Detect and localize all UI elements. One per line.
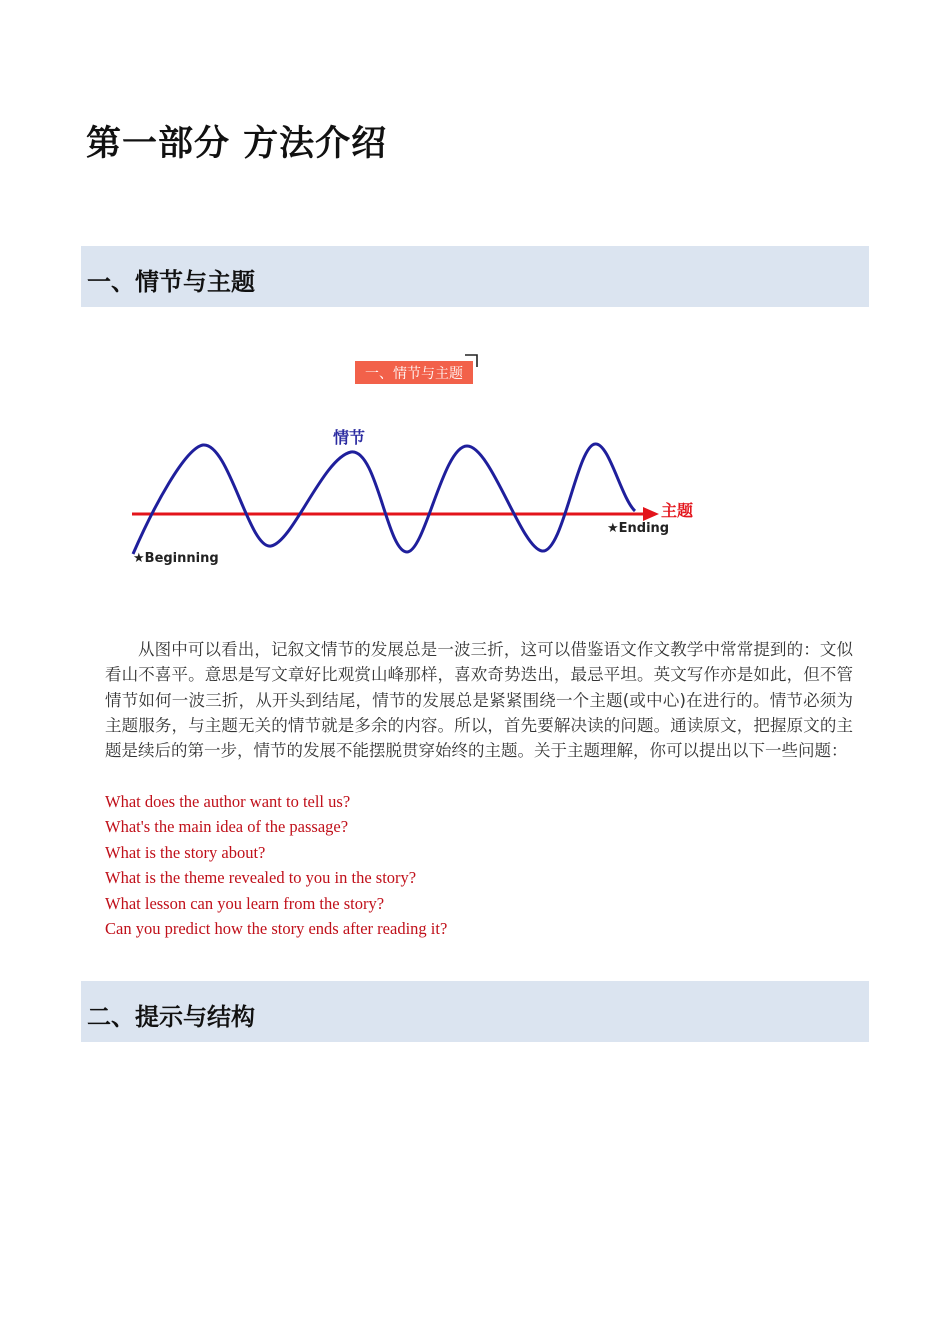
question-list (105, 789, 447, 941)
question-item: What's the main idea of the passage? (105, 817, 349, 837)
page-title: 第一部分 方法介绍 (86, 123, 388, 164)
body-paragraph-block (105, 637, 853, 763)
section-heading: 一、情节与主题 (87, 267, 255, 296)
section-heading: 二、提示与结构 (87, 1002, 255, 1031)
diagram-tag-label: 一、情节与主题 (365, 366, 463, 382)
section-header-hint-structure (81, 981, 869, 1042)
theme-arrow-head-icon (643, 507, 659, 521)
section-header-plot-theme (81, 246, 869, 307)
question-item: What is the theme revealed to you in the story? (105, 868, 417, 888)
theme-label: 主题 (661, 501, 694, 520)
body-paragraph: 从图中可以看出，记叙文情节的发展总是一波三折，这可以借鉴语文作文教学中常常提到的：文似看山不喜平。意思是写文章好比观赏山峰那样，喜欢奇势迭出，最忌平坦。英文写作亦是如此，但不管情节如何一波三折，从开头到结尾，情节的发展总是紧紧围绕一个主题(或中心)在进行的。情节必须为主题服务，与主题无关的情节就是多余的内容。所以，首先要解决读的问题。通读原文，把握原文的主题是续后的第一步，情节的发展不能摆脱贯穿始终的主题。关于主题理解，你可以提出以下一些问题： (105, 640, 853, 761)
question-item: What lesson can you learn from the story? (105, 893, 385, 913)
plot-label: 情节 (333, 428, 366, 447)
question-item: What is the story about? (105, 842, 266, 862)
ending-label: ★Ending (607, 521, 670, 536)
plot-theme-diagram (125, 348, 715, 578)
plot-wave-line (133, 444, 635, 554)
question-item: What does the author want to tell us? (105, 792, 351, 811)
beginning-label: ★Beginning (133, 551, 219, 566)
question-item: Can you predict how the story ends after reading it? (105, 919, 448, 939)
